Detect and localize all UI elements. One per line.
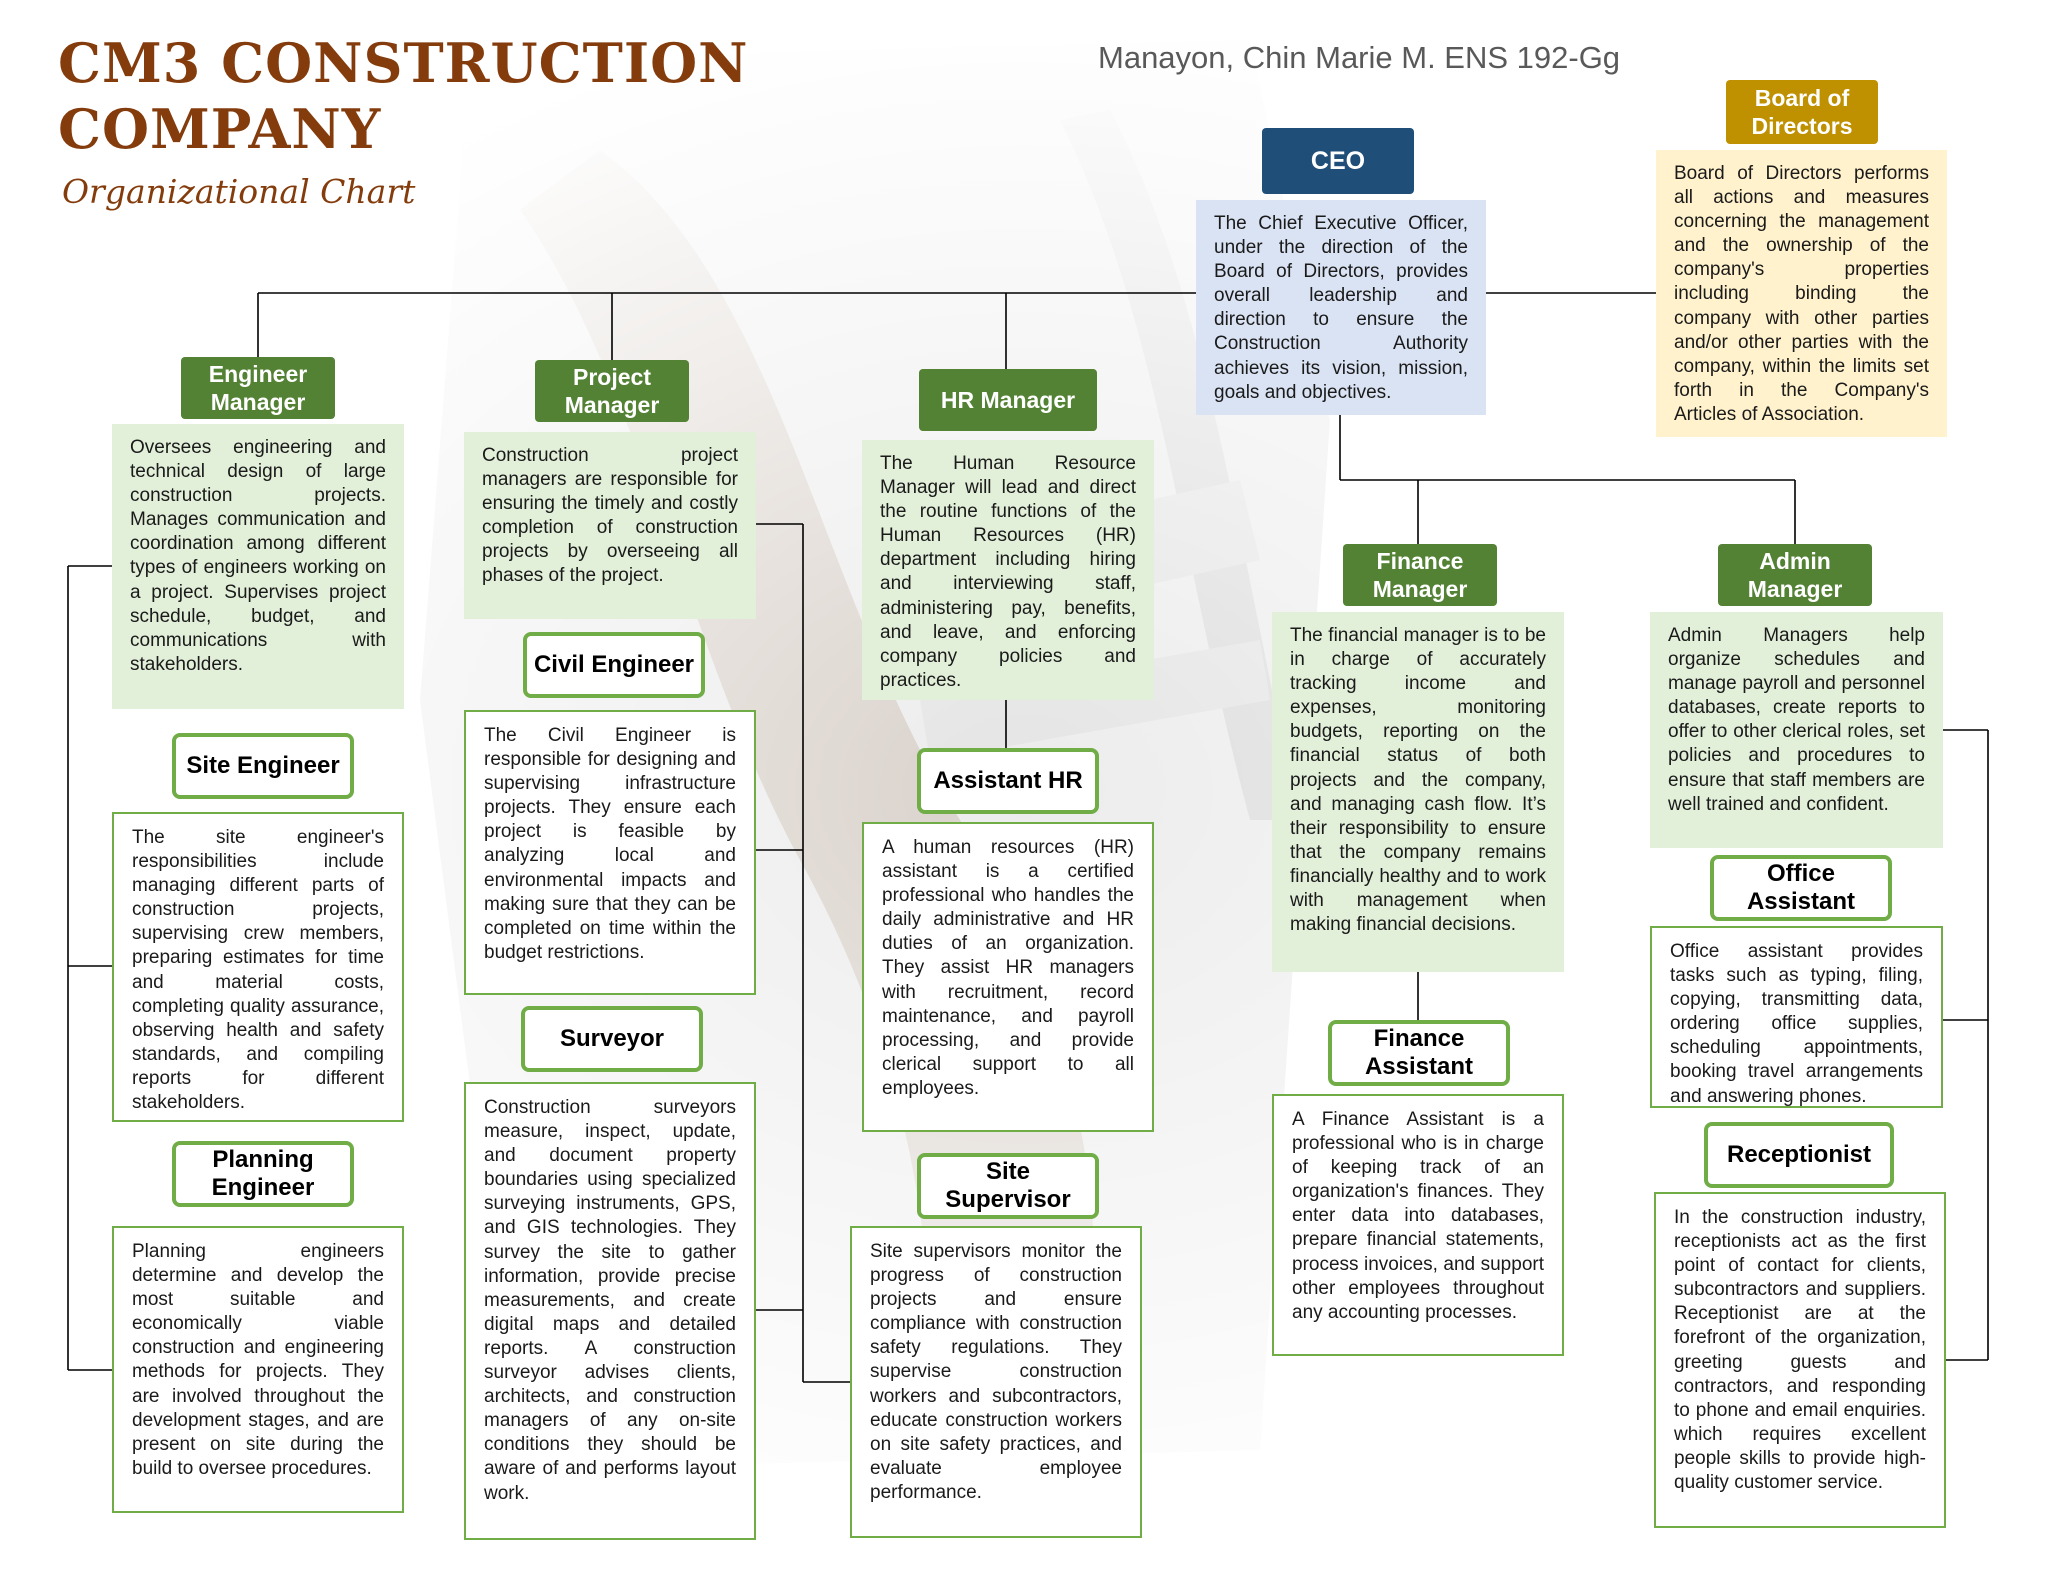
ceo-description: The Chief Executive Officer, under the direction of the Board of Directors, provides overall leadership and direction to ensure the Construction Authority achieves its vision, mission, goals and objectives. [1196,200,1486,415]
site-engineer-description: The site engineer's responsibilities include managing different parts of construction projects, supervising crew members, preparing estimates for time and material costs, completing quality assurance, observing health and safety standards, and compiling reports for different stakeholders. [112,812,404,1122]
board-title: Board of Directors [1726,80,1878,144]
company-title: CM3 CONSTRUCTION COMPANY [58,31,749,161]
civil-engineer-description: The Civil Engineer is responsible for designing and supervising infrastructure projects. They ensure each project is feasible by analyzing local and environmental impacts and making sure that they can be completed on time within the budget restrictions. [464,710,756,995]
author-name: Manayon, Chin Marie M. ENS 192-Gg [1098,40,1621,75]
finance-manager-description: The financial manager is to be in charge of accurately tracking income and expenses, monitoring budgets, reporting on the financial status of both projects and the company, and managing cash flow. It’s their responsibility to ensure that the company remains financially healthy and to work with management when making financial decisions. [1272,612,1564,972]
receptionist-description: In the construction industry, receptionists act as the first point of contact for clients, subcontractors and suppliers. Receptionist are at the forefront of the organization, greeting guests and contractors, and responding to phone and email enquiries. which requires excellent people skills to provide high-quality customer service. [1654,1192,1946,1528]
planning-engineer-title: Planning Engineer [172,1141,354,1207]
assistant-hr-description: A human resources (HR) assistant is a certified professional who handles the daily administrative and HR duties of an organization. They assist HR managers with recruitment, record maintenance, and payroll processing, and provide clerical support to all employees. [862,822,1154,1132]
office-assistant-title: Office Assistant [1710,855,1892,921]
project-manager-title: Project Manager [535,360,689,422]
engineer-manager-description: Oversees engineering and technical design of large construction projects. Manages communication and coordination among different types of engineers working on a project. Supervises project schedule, budget, and communications with stakeholders. [112,424,404,709]
board-description: Board of Directors performs all actions and measures concerning the management and the ownership of the company's properties including binding the company with other parties and/or other parties with the company, within the limits set forth in the Company's Articles of Association. [1656,150,1947,437]
admin-manager-title: Admin Manager [1718,544,1872,606]
hr-manager-title: HR Manager [919,369,1097,431]
ceo-title: CEO [1262,128,1414,194]
project-manager-description: Construction project managers are responsible for ensuring the timely and costly completion of construction projects by overseeing all phases of the project. [464,432,756,619]
finance-manager-title: Finance Manager [1343,544,1497,606]
site-supervisor-description: Site supervisors monitor the progress of construction projects and ensure compliance with construction safety regulations. They supervise construction workers and subcontractors, educate construction workers on site safety practices, and evaluate employee performance. [850,1226,1142,1538]
finance-assistant-title: Finance Assistant [1328,1020,1510,1086]
receptionist-title: Receptionist [1704,1122,1894,1188]
surveyor-description: Construction surveyors measure, inspect, update, and document property boundaries using specialized surveying instruments, GPS, and GIS technologies. They survey the site to gather information, provide precise measurements, and create digital maps and detailed reports. A construction surveyor advises clients, architects, and construction managers of any on-site conditions they should be aware of and performs layout work. [464,1082,756,1540]
planning-engineer-description: Planning engineers determine and develop the most suitable and economically viable construction and engineering methods for projects. They are involved throughout the development stages, and are present on site during the build to oversee procedures. [112,1226,404,1513]
finance-assistant-description: A Finance Assistant is a professional who is in charge of keeping track of an organization's finances. They enter data into databases, prepare financial statements, process invoices, and support other employees throughout any accounting processes. [1272,1094,1564,1356]
assistant-hr-title: Assistant HR [917,748,1099,814]
hr-manager-description: The Human Resource Manager will lead and direct the routine functions of the Human Resources (HR) department including hiring and interviewing staff, administering pay, benefits, and leave, and enforcing company policies and practices. [862,440,1154,700]
admin-manager-description: Admin Managers help organize schedules and manage payroll and personnel databases, create reports to offer to other clerical roles, set policies and procedures to ensure that staff members are well trained and confident. [1650,612,1943,848]
engineer-manager-title: Engineer Manager [181,357,335,419]
site-engineer-title: Site Engineer [172,733,354,799]
office-assistant-description: Office assistant provides tasks such as typing, filing, copying, transmitting data, ordering office supplies, scheduling appointments, booking travel arrangements and answering phones. [1650,926,1943,1108]
surveyor-title: Surveyor [521,1006,703,1072]
civil-engineer-title: Civil Engineer [523,632,705,698]
chart-subtitle: Organizational Chart [62,172,416,211]
site-supervisor-title: Site Supervisor [917,1153,1099,1219]
